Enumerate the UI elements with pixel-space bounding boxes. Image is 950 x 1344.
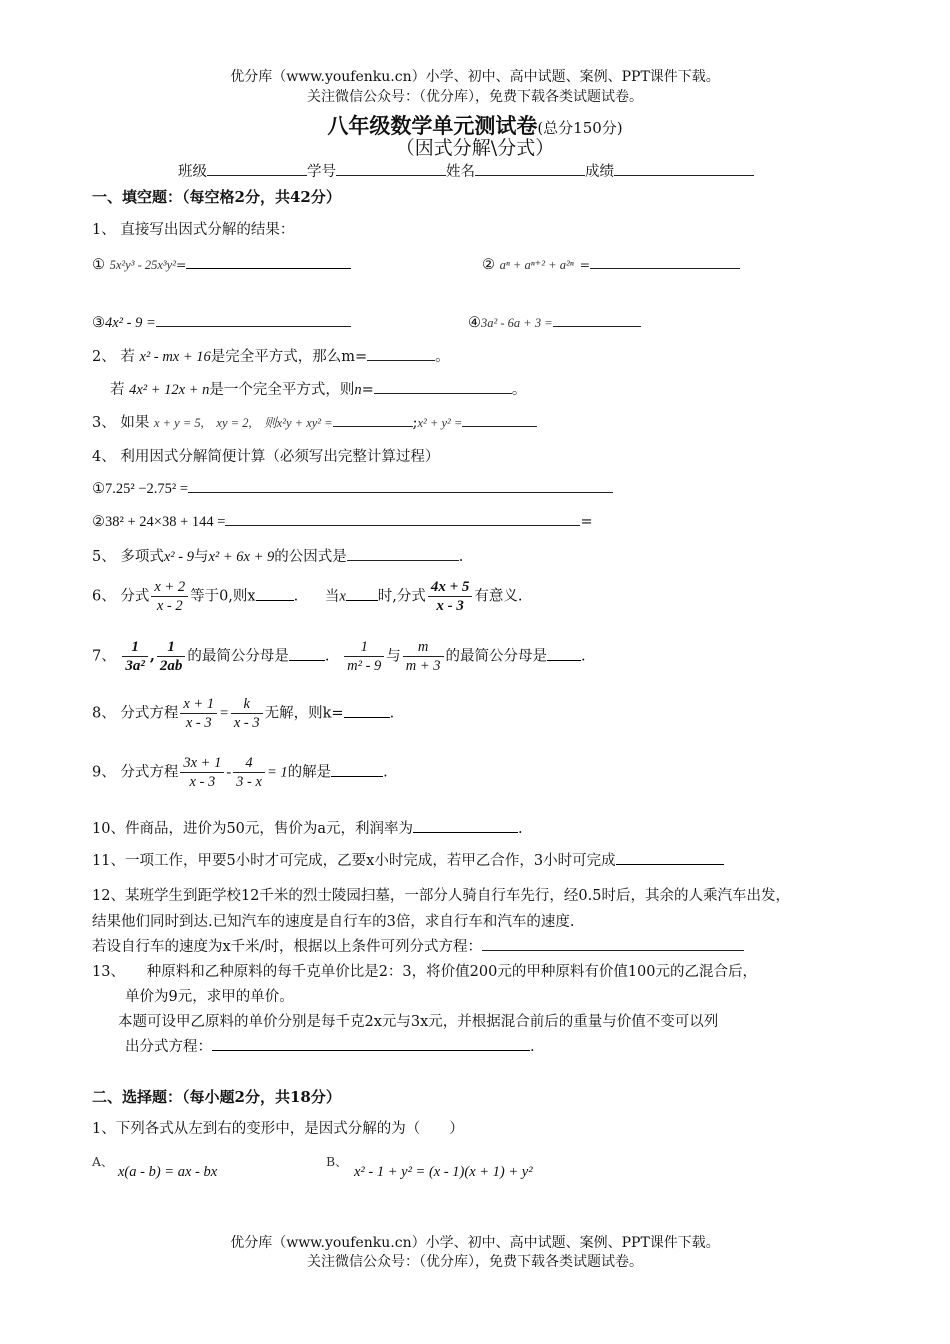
q2-b-post: 是一个完全平方式，则 xyxy=(209,382,355,398)
q6-mid1: 等于0,则x xyxy=(190,588,256,605)
q9-blank[interactable] xyxy=(331,762,383,777)
q7-blank-1[interactable] xyxy=(289,646,325,661)
q5-m2: x² + 6x + 9 xyxy=(208,549,275,565)
q1-a-mark: ① xyxy=(92,257,105,273)
q5-m1: x² - 9 xyxy=(163,549,194,565)
name-blank[interactable] xyxy=(475,161,585,176)
q13-line-1: 13、 种原料和乙种原料的每千克单价比是2：3，将价值200元的甲种原料有价值100元的乙混合后， xyxy=(92,964,757,980)
page-subtitle: （因式分解\分式） xyxy=(395,137,555,159)
q10-text: 10、件商品，进价为50元，售价为a元，利润率为 xyxy=(92,821,414,837)
q6-mid1-end: . xyxy=(293,588,299,605)
q7-dot: . xyxy=(324,648,330,665)
q1-b-blank[interactable] xyxy=(590,254,740,269)
title-main: 八年级数学单元测试卷 xyxy=(327,113,538,138)
q7-f2-den: 2ab xyxy=(159,658,183,674)
s2-q1-option-a[interactable] xyxy=(118,1164,217,1181)
q6-pre: 6、 分式 xyxy=(92,588,150,605)
q1-a-eq: = xyxy=(175,257,187,272)
q2-a-blank[interactable] xyxy=(367,346,435,361)
q6-blank-1[interactable] xyxy=(256,586,294,601)
q3-blank-2[interactable] xyxy=(462,412,537,427)
s2-q1-option-b[interactable] xyxy=(354,1164,533,1181)
q13-line-4-text: 出分式方程： xyxy=(125,1039,212,1055)
q7-pre: 7、 xyxy=(92,648,116,665)
q13-end: . xyxy=(530,1039,535,1055)
q10-end: . xyxy=(518,821,523,837)
title-total-score: (总分150分) xyxy=(537,119,623,137)
q10 xyxy=(92,817,523,838)
s2-q1-b-mark: B、 xyxy=(326,1154,348,1169)
q3 xyxy=(92,411,537,432)
q3-ask1: 则x²y + xy² = xyxy=(264,416,333,430)
q2-a-post: 是完全平方式，那么m= xyxy=(210,349,368,365)
q12-line-1: 12、某班学生到距学校12千米的烈士陵园扫墓，一部分人骑自行车先行，经0.5时后，其余的人乘汽车出发， xyxy=(92,888,790,904)
q6 xyxy=(92,578,523,615)
q4-a-expr: 7.25² −2.75² = xyxy=(105,481,189,497)
q8 xyxy=(92,695,394,732)
s2-q1-option-b-mark xyxy=(326,1152,348,1170)
q7-comma: , xyxy=(149,647,155,665)
q7-mid: 的最简公分母是 xyxy=(187,648,289,665)
q1-d-blank[interactable] xyxy=(553,312,641,327)
q12-line-3-text: 若设自行车的速度为x千米/时，根据以上条件可列分式方程： xyxy=(92,939,483,955)
q3-pre: 3、 如果 xyxy=(92,415,150,431)
q7-f4-den: m + 3 xyxy=(405,658,441,674)
q2-b-var: n xyxy=(354,382,362,398)
footer-line-2: 关注微信公众号：（优分库），免费下载各类试题试卷。 xyxy=(307,1254,643,1270)
q7-fraction-2 xyxy=(157,638,186,675)
q6-blank-2[interactable] xyxy=(346,586,378,601)
score-blank[interactable] xyxy=(614,161,754,176)
q8-eq: = xyxy=(219,705,229,722)
s2-q1-a-expr: x(a - b) = ax - bx xyxy=(118,1164,218,1180)
q7-f1-den: 3a² xyxy=(125,658,145,674)
q13-line-2: 单价为9元，求甲的单价。 xyxy=(125,989,294,1005)
info-line xyxy=(178,160,754,181)
q13-line-4 xyxy=(125,1035,535,1056)
q10-blank[interactable] xyxy=(413,818,518,833)
q1-b-expr: aⁿ + aⁿ⁺² + a²ⁿ xyxy=(499,258,574,272)
q6-f1-num: x + 2 xyxy=(151,578,188,597)
q1-label: 1、 直接写出因式分解的结果： xyxy=(92,222,295,238)
class-blank[interactable] xyxy=(207,161,307,176)
q5-post: 的公因式是 xyxy=(274,549,347,565)
q1-b xyxy=(482,254,740,273)
q7-f3-num: 1 xyxy=(344,638,384,657)
s2-q1-option-a-mark xyxy=(92,1152,114,1170)
q4-a xyxy=(92,478,613,498)
q1-c-mark: ③ xyxy=(92,315,105,331)
q7-f3-den: m² - 9 xyxy=(347,658,382,674)
q1-a-expr: 5x²y³ - 25x³y² xyxy=(109,258,176,272)
q5-mid: 与 xyxy=(193,549,209,565)
class-label: 班级 xyxy=(178,164,207,180)
section-1-heading: 一、填空题：（每空格2分，共42分） xyxy=(92,188,341,206)
q3-cond1: x + y = 5, xyxy=(153,416,204,430)
section-2-heading: 二、选择题：（每小题2分，共18分） xyxy=(92,1088,341,1106)
student-id-label: 学号 xyxy=(307,164,336,180)
q4-a-blank[interactable] xyxy=(188,478,613,493)
q2-b-math: 4x² + 12x + n xyxy=(129,382,210,398)
q9-post: 的解是 xyxy=(287,764,332,781)
q9-pre: 9、 分式方程 xyxy=(92,764,179,781)
q7-fraction-1 xyxy=(122,638,148,675)
q12-line-2: 结果他们同时到达.已知汽车的速度是自行车的3倍，求自行车和汽车的速度. xyxy=(92,914,575,930)
q2-b-blank[interactable] xyxy=(374,379,512,394)
q6-mid3: 时,分式 xyxy=(377,588,426,605)
q9-eq: = 1 xyxy=(266,764,288,781)
q1-c-expr: 4x² - 9 = xyxy=(105,315,156,331)
q9-f1-den: x - 3 xyxy=(189,774,216,790)
q3-cond2: xy = 2, xyxy=(216,416,252,430)
q2-a-math: x² - mx + 16 xyxy=(139,349,211,365)
q4-b-mark: ② xyxy=(92,514,105,530)
q3-sep: ; xyxy=(412,415,418,431)
q12-blank[interactable] xyxy=(482,936,744,951)
q4-b-end: = xyxy=(580,514,593,530)
q11-text: 11、一项工作，甲要5小时才可完成，乙要x小时完成，若甲乙合作，3小时可完成 xyxy=(92,853,616,869)
q1-b-mark: ② xyxy=(482,257,495,273)
q8-post: 无解，则k= xyxy=(264,705,344,722)
s2-q1-label: 1、下列各式从左到右的变形中，是因式分解的为（ ） xyxy=(92,1121,464,1137)
q5-end: . xyxy=(458,549,464,565)
q8-fraction-1 xyxy=(180,695,217,732)
q7-fraction-4 xyxy=(403,638,444,675)
q8-end: . xyxy=(389,705,395,722)
q8-f1-num: x + 1 xyxy=(180,695,217,714)
q9 xyxy=(92,754,388,791)
q1-a xyxy=(92,254,351,273)
q8-fraction-2 xyxy=(231,695,263,732)
q2-a-end: 。 xyxy=(435,349,450,365)
q2-b-end: 。 xyxy=(511,382,527,398)
q9-f2-num: 4 xyxy=(233,754,265,773)
q9-minus: - xyxy=(226,764,232,781)
name-label: 姓名 xyxy=(446,164,475,180)
q5 xyxy=(92,545,463,566)
q7-and: 与 xyxy=(386,648,401,665)
q9-fraction-2 xyxy=(233,754,265,791)
q2-b-pre: 若 xyxy=(110,382,125,398)
q6-f1-den: x - 2 xyxy=(156,598,183,614)
q7-post: 的最简公分母是 xyxy=(445,648,548,665)
q1-d-mark: ④ xyxy=(468,315,481,331)
q9-f1-num: 3x + 1 xyxy=(180,754,224,773)
q6-var: x xyxy=(339,588,346,605)
q4-b xyxy=(92,511,593,531)
s2-q1-a-mark: A、 xyxy=(92,1154,114,1169)
q7 xyxy=(92,638,586,675)
q7-f4-num: m xyxy=(403,638,444,657)
q9-end: . xyxy=(383,764,388,781)
q8-blank[interactable] xyxy=(344,703,390,718)
student-id-blank[interactable] xyxy=(336,161,446,176)
q6-fraction-2 xyxy=(428,578,473,615)
s2-q1-b-expr: x² - 1 + y² = (x - 1)(x + 1) + y² xyxy=(354,1164,533,1180)
score-label: 成绩 xyxy=(585,164,614,180)
q6-mid2: 当 xyxy=(324,588,340,605)
q9-f2-den: 3 - x xyxy=(236,774,262,790)
q12-line-3 xyxy=(92,935,744,956)
q2-a-pre: 2、 若 xyxy=(92,349,135,365)
q2-a xyxy=(92,345,450,366)
q5-pre: 5、 多项式 xyxy=(92,549,164,565)
q11-blank[interactable] xyxy=(616,850,724,865)
q11 xyxy=(92,849,724,870)
q3-blank-1[interactable] xyxy=(333,412,413,427)
q13-line-3: 本题可设甲乙原料的单价分别是每千克2x元与3x元，并根据混合前后的重量与价值不变可以列 xyxy=(118,1014,719,1030)
q3-ask2: x² + y² = xyxy=(417,416,463,430)
q1-c-blank[interactable] xyxy=(156,312,351,327)
q8-f2-den: x - 3 xyxy=(233,715,260,731)
q4-label: 4、 利用因式分解简便计算（必须写出完整计算过程） xyxy=(92,449,440,465)
footer-line-1: 优分库（www.youfenku.cn）小学、初中、高中试题、案例、PPT课件下载。 xyxy=(230,1235,720,1251)
q8-f2-num: k xyxy=(231,695,263,714)
q1-b-eq: = xyxy=(579,257,591,272)
q2-b-eq: = xyxy=(361,382,374,398)
q8-f1-den: x - 3 xyxy=(185,715,212,731)
q1-d-expr: 3a² - 6a + 3 = xyxy=(481,316,553,330)
q9-fraction-1 xyxy=(180,754,224,791)
q6-f2-num: 4x + 5 xyxy=(428,578,473,597)
q1-c xyxy=(92,312,351,332)
q13-blank[interactable] xyxy=(212,1036,530,1051)
header-line-2: 关注微信公众号：（优分库），免费下载各类试题试卷。 xyxy=(307,89,643,105)
q7-f1-num: 1 xyxy=(122,638,148,657)
q4-a-mark: ① xyxy=(92,481,105,497)
q1-a-blank[interactable] xyxy=(186,254,351,269)
q7-fraction-3 xyxy=(344,638,384,675)
q2-b xyxy=(110,378,526,399)
q5-blank[interactable] xyxy=(347,546,459,561)
q6-post: 有意义. xyxy=(474,588,523,605)
q6-fraction-1 xyxy=(151,578,188,615)
q4-b-expr: 38² + 24×38 + 144 = xyxy=(105,514,226,530)
q1-d xyxy=(468,312,641,331)
q4-b-blank[interactable] xyxy=(225,511,580,526)
q6-f2-den: x - 3 xyxy=(436,598,464,614)
q7-end: . xyxy=(581,648,586,665)
q7-blank-2[interactable] xyxy=(547,646,581,661)
q8-pre: 8、 分式方程 xyxy=(92,705,179,722)
q7-f2-num: 1 xyxy=(157,638,186,657)
header-line-1: 优分库（www.youfenku.cn）小学、初中、高中试题、案例、PPT课件下载。 xyxy=(230,69,720,85)
